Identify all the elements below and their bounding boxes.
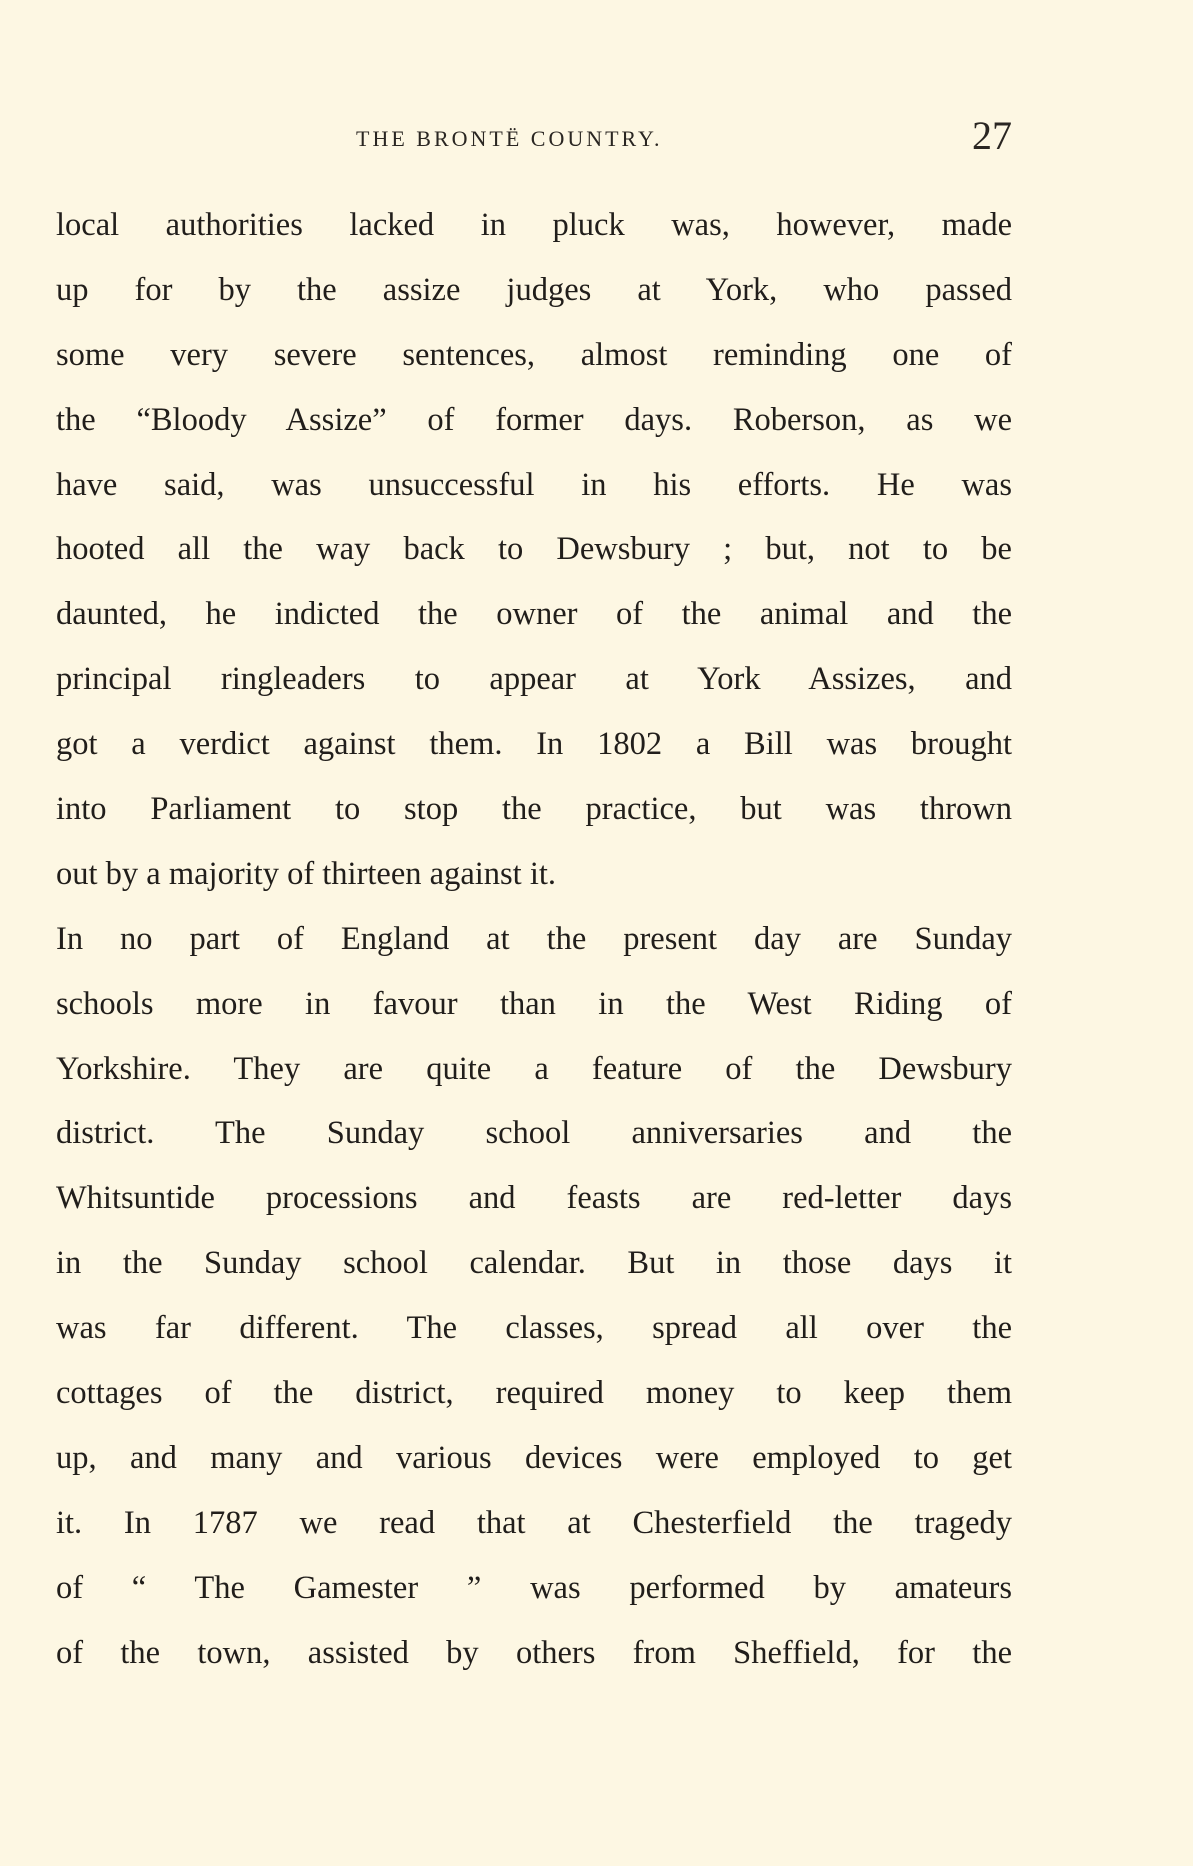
text-line: Yorkshire. They are quite a feature of the Dewsbury (56, 1050, 1012, 1087)
text-line: have said, was unsuccessful in his efforts. He was (56, 466, 1012, 503)
text-line: up for by the assize judges at York, who passed (56, 271, 1012, 308)
text-line: up, and many and various devices were employed to get (56, 1439, 1012, 1476)
body-text (56, 193, 1012, 1685)
text-line: local authorities lacked in pluck was, however, made (56, 207, 1012, 243)
text-line: was far different. The classes, spread all over the (56, 1310, 1012, 1347)
running-title: THE BRONTË COUNTRY. (356, 126, 663, 151)
text-line: in the Sunday school calendar. But in those days it (56, 1245, 1012, 1282)
text-line: schools more in favour than in the West Riding of (56, 985, 1012, 1022)
text-line: the “Bloody Assize” of former days. Roberson, as we (56, 401, 1012, 438)
text-line: Whitsuntide processions and feasts are red-letter days (56, 1180, 1012, 1217)
page-number: 27 (972, 113, 1012, 158)
text-line: it. In 1787 we read that at Chesterfield the tragedy (56, 1504, 1012, 1541)
text-line: of the town, assisted by others from Sheffield, for the (56, 1634, 1012, 1671)
text-line: of “ The Gamester ” was performed by amateurs (56, 1569, 1012, 1606)
text-line: cottages of the district, required money to keep them (56, 1375, 1012, 1412)
text-line: hooted all the way back to Dewsbury ; but, not to be (56, 531, 1012, 568)
text-line: got a verdict against them. In 1802 a Bill was brought (56, 726, 1012, 763)
text-line: district. The Sunday school anniversaries and the (56, 1115, 1012, 1152)
text-line: some very severe sentences, almost reminding one of (56, 336, 1012, 373)
running-head (56, 112, 1012, 172)
text-line: daunted, he indicted the owner of the animal and the (56, 596, 1012, 633)
text-line: out by a majority of thirteen against it. (56, 855, 557, 892)
text-line: into Parliament to stop the practice, but was thrown (56, 791, 1012, 828)
text-line: principal ringleaders to appear at York Assizes, and (56, 661, 1012, 698)
text-line: In no part of England at the present day are Sunday (56, 920, 1012, 957)
